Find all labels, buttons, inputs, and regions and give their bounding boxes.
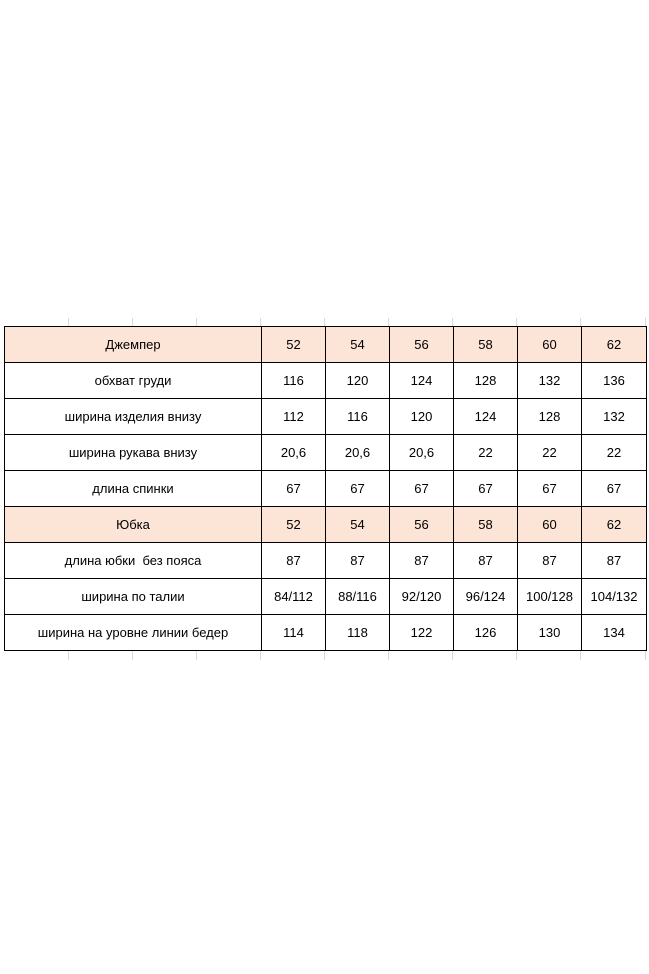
table-cell: 134 — [582, 615, 647, 651]
table-cell: 87 — [454, 543, 518, 579]
table-cell: 92/120 — [390, 579, 454, 615]
gridline — [580, 651, 581, 660]
size-chart-table — [4, 326, 647, 651]
table-cell: 87 — [582, 543, 647, 579]
table-cell: 20,6 — [326, 435, 390, 471]
gridline — [260, 318, 261, 326]
gridline — [580, 318, 581, 326]
table-row — [5, 435, 647, 471]
table-cell: 128 — [518, 399, 582, 435]
table-cell: 52 — [262, 507, 326, 543]
table-cell: 126 — [454, 615, 518, 651]
table-cell: 130 — [518, 615, 582, 651]
row-label: Джемпер — [5, 327, 262, 363]
table-cell: 120 — [326, 363, 390, 399]
gridline — [132, 651, 133, 660]
row-label: Юбка — [5, 507, 262, 543]
table-cell: 20,6 — [390, 435, 454, 471]
gridline — [516, 318, 517, 326]
gridline — [68, 318, 69, 326]
table-cell: 132 — [582, 399, 647, 435]
table-cell: 124 — [390, 363, 454, 399]
table-cell: 52 — [262, 327, 326, 363]
table-row-skirt-sizes — [5, 507, 647, 543]
table-row — [5, 363, 647, 399]
table-cell: 22 — [518, 435, 582, 471]
table-cell: 56 — [390, 327, 454, 363]
table-cell: 136 — [582, 363, 647, 399]
row-label: ширина рукава внизу — [5, 435, 262, 471]
table-row — [5, 579, 647, 615]
table-row — [5, 471, 647, 507]
table-cell: 67 — [454, 471, 518, 507]
table-cell: 87 — [518, 543, 582, 579]
table-row — [5, 543, 647, 579]
gridline — [196, 318, 197, 326]
table-cell: 122 — [390, 615, 454, 651]
table-cell: 112 — [262, 399, 326, 435]
table-cell: 56 — [390, 507, 454, 543]
gridline — [645, 318, 646, 326]
gridline — [68, 651, 69, 660]
gridline — [388, 318, 389, 326]
gridline — [516, 651, 517, 660]
table-cell: 88/116 — [326, 579, 390, 615]
table-cell: 54 — [326, 507, 390, 543]
row-label: ширина на уровне линии бедер — [5, 615, 262, 651]
gridline — [452, 651, 453, 660]
table-cell: 58 — [454, 327, 518, 363]
gridline — [324, 318, 325, 326]
table-cell: 96/124 — [454, 579, 518, 615]
table-cell: 62 — [582, 507, 647, 543]
table-cell: 116 — [262, 363, 326, 399]
table-cell: 87 — [390, 543, 454, 579]
table-cell: 87 — [326, 543, 390, 579]
gridline — [196, 651, 197, 660]
table-row — [5, 399, 647, 435]
table-row-jumper-sizes — [5, 327, 647, 363]
gridline — [452, 318, 453, 326]
gridline — [324, 651, 325, 660]
table-cell: 124 — [454, 399, 518, 435]
table-cell: 100/128 — [518, 579, 582, 615]
row-label: длина юбки без пояса — [5, 543, 262, 579]
table-cell: 20,6 — [262, 435, 326, 471]
table-cell: 67 — [582, 471, 647, 507]
row-label: длина спинки — [5, 471, 262, 507]
table-cell: 132 — [518, 363, 582, 399]
table-cell: 54 — [326, 327, 390, 363]
table-cell: 67 — [262, 471, 326, 507]
table-cell: 87 — [262, 543, 326, 579]
size-chart-body — [5, 327, 647, 651]
table-cell: 104/132 — [582, 579, 647, 615]
table-cell: 116 — [326, 399, 390, 435]
table-cell: 128 — [454, 363, 518, 399]
table-cell: 118 — [326, 615, 390, 651]
table-cell: 67 — [326, 471, 390, 507]
row-label: ширина изделия внизу — [5, 399, 262, 435]
gridline — [260, 651, 261, 660]
table-cell: 67 — [390, 471, 454, 507]
gridline — [645, 651, 646, 660]
table-cell: 22 — [454, 435, 518, 471]
gridline — [132, 318, 133, 326]
table-row — [5, 615, 647, 651]
gridline — [388, 651, 389, 660]
table-cell: 84/112 — [262, 579, 326, 615]
table-cell: 62 — [582, 327, 647, 363]
row-label: обхват груди — [5, 363, 262, 399]
table-cell: 120 — [390, 399, 454, 435]
table-cell: 114 — [262, 615, 326, 651]
table-cell: 60 — [518, 327, 582, 363]
table-cell: 60 — [518, 507, 582, 543]
table-cell: 22 — [582, 435, 647, 471]
table-cell: 58 — [454, 507, 518, 543]
row-label: ширина по талии — [5, 579, 262, 615]
table-cell: 67 — [518, 471, 582, 507]
